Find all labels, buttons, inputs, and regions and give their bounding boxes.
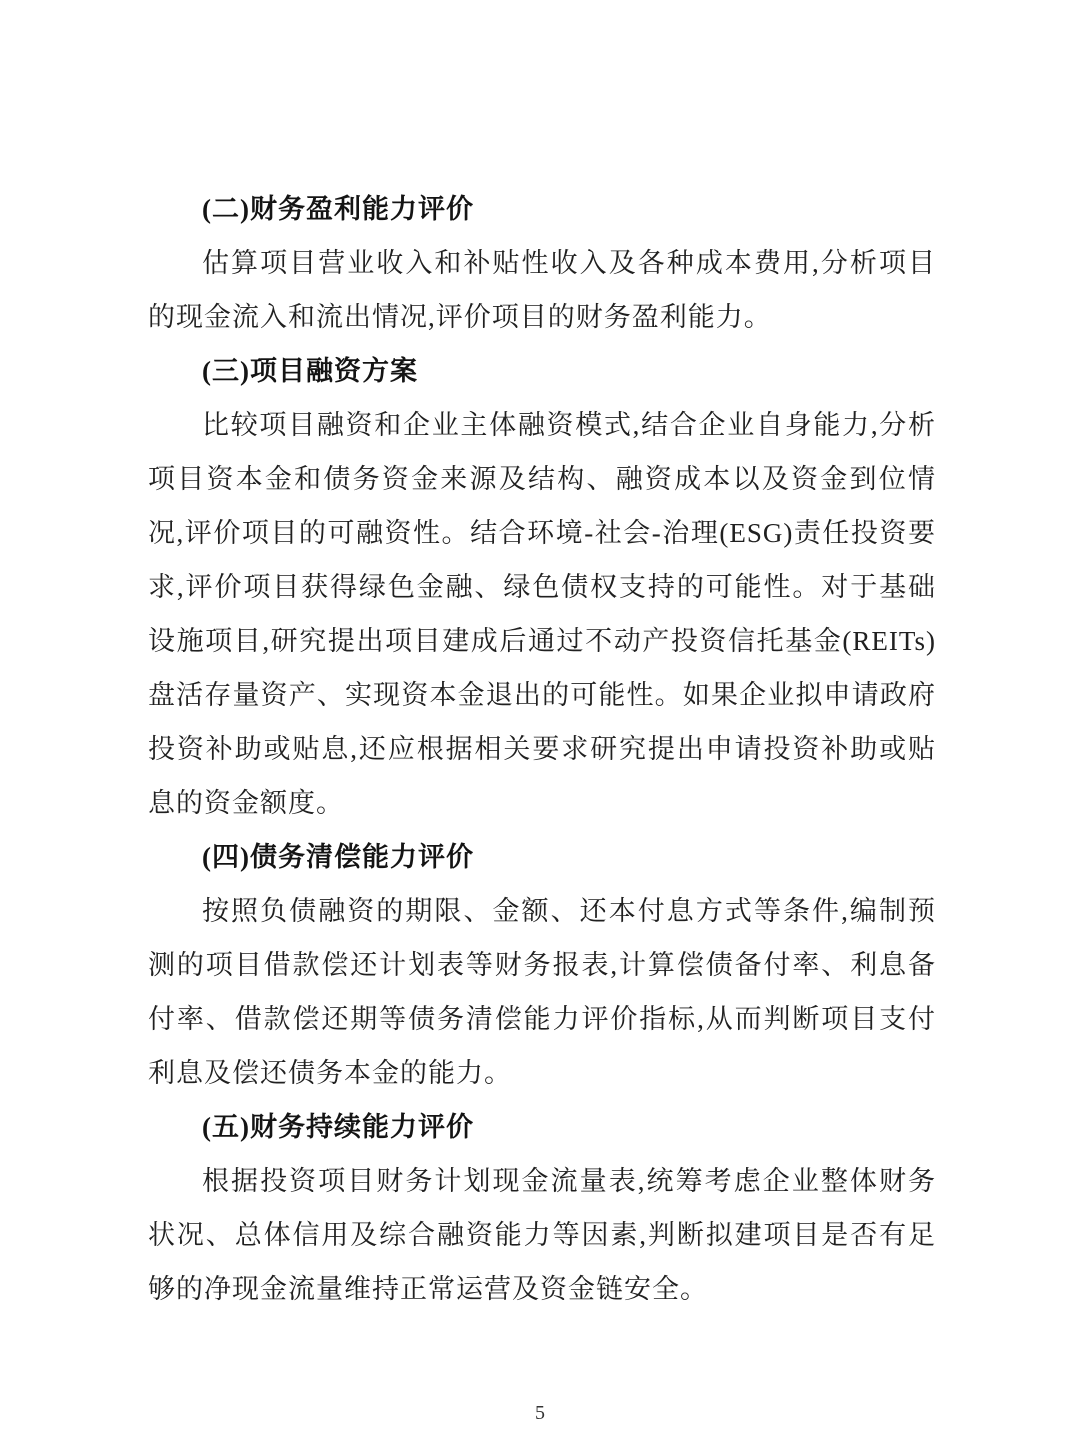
section-project-financing-plan <box>148 344 936 830</box>
section-heading: (二)财务盈利能力评价 <box>202 194 474 224</box>
section-paragraph: 估算项目营业收入和补贴性收入及各种成本费用,分析项目的现金流入和流出情况,评价项目的财务盈利能力。 <box>148 248 936 332</box>
page-content <box>148 182 936 1316</box>
section-heading: (五)财务持续能力评价 <box>202 1112 474 1142</box>
section-debt-repayment-capacity <box>148 830 936 1100</box>
section-paragraph: 比较项目融资和企业主体融资模式,结合企业自身能力,分析项目资本金和债务资金来源及结构、融资成本以及资金到位情况,评价项目的可融资性。结合环境-社会-治理(ESG)责任投资要求,评价项目获得绿色金融、绿色债权支持的可能性。对于基础设施项目,研究提出项目建成后通过不动产投资信托基金(REITs)盘活存量资产、实现资本金退出的可能性。如果企业拟申请政府投资补助或贴息,还应根据相关要求研究提出申请投资补助或贴息的资金额度。 <box>148 410 936 818</box>
page-number: 5 <box>535 1402 545 1424</box>
section-paragraph: 按照负债融资的期限、金额、还本付息方式等条件,编制预测的项目借款偿还计划表等财务报表,计算偿债备付率、利息备付率、借款偿还期等债务清偿能力评价指标,从而判断项目支付利息及偿还债务本金的能力。 <box>148 896 936 1088</box>
section-heading: (三)项目融资方案 <box>202 356 418 386</box>
section-paragraph: 根据投资项目财务计划现金流量表,统筹考虑企业整体财务状况、总体信用及综合融资能力等因素,判断拟建项目是否有足够的净现金流量维持正常运营及资金链安全。 <box>148 1166 936 1304</box>
section-financial-sustainability <box>148 1100 936 1316</box>
section-financial-profitability <box>148 182 936 344</box>
section-heading: (四)债务清偿能力评价 <box>202 842 474 872</box>
